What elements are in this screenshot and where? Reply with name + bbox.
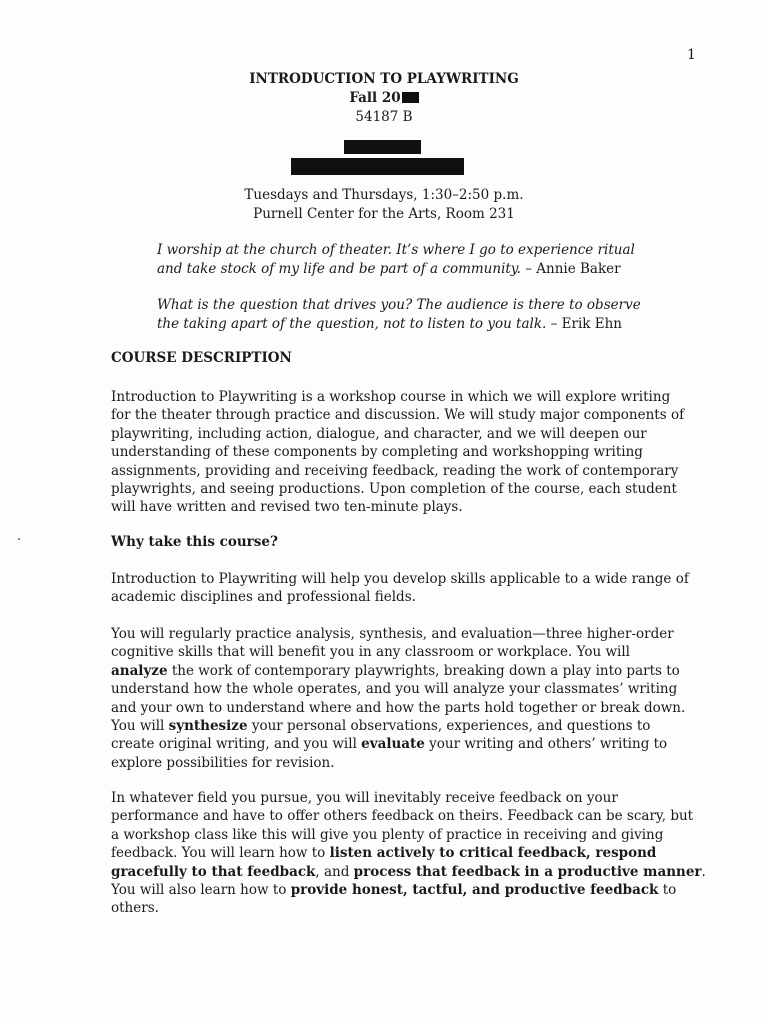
- feedback-paragraph: [111, 789, 706, 918]
- redaction-mark-term: [402, 92, 419, 103]
- course-number: 54187 B: [355, 109, 413, 125]
- paragraph-line: Introduction to Playwriting is a workshop course in which we will explore writing: [111, 389, 671, 405]
- quote-line: What is the question that drives you? The audience is there to observe: [157, 297, 641, 313]
- paragraph-line: others.: [111, 900, 159, 917]
- paragraph-text: create original writing, and you will: [111, 736, 362, 753]
- paragraph-line: assignments, providing and receiving feedback, reading the work of contemporary: [111, 462, 679, 479]
- meeting-days-time: Tuesdays and Thursdays, 1:30–2:50 p.m.: [244, 187, 524, 203]
- paragraph-line: [111, 863, 706, 881]
- quote-attribution: – Erik Ehn: [546, 316, 623, 332]
- course-description-heading: COURSE DESCRIPTION: [111, 350, 292, 366]
- paragraph-line: [111, 844, 657, 862]
- paragraph-text: You will also learn how to: [111, 882, 291, 899]
- paragraph-line: [111, 662, 680, 680]
- paragraph-text: to: [658, 882, 677, 899]
- paragraph-line: understand how the whole operates, and you will analyze your classmates’ writing: [111, 681, 678, 698]
- course-schedule: [0, 186, 768, 224]
- paragraph-text: .: [701, 863, 706, 880]
- paragraph-line: playwriting, including action, dialogue, and character, and we will deepen our: [111, 425, 647, 442]
- quote-line: I worship at the church of theater. It’s where I go to experience ritual: [157, 242, 635, 258]
- why-take-heading: Why take this course?: [111, 534, 278, 550]
- emphasis-gracefully: gracefully to that feedback: [111, 863, 316, 880]
- course-term: [0, 89, 768, 108]
- page-number: 1: [687, 47, 696, 63]
- paragraph-line: [111, 717, 651, 735]
- paragraph-text: your personal observations, experiences, and questions to: [247, 718, 651, 735]
- emphasis-provide-feedback: provide honest, tactful, and productive feedback: [290, 882, 659, 899]
- paragraph-text: feedback. You will learn how to: [111, 845, 330, 862]
- paragraph-line: academic disciplines and professional fields.: [111, 589, 416, 606]
- paragraph-line: [111, 735, 668, 753]
- paragraph-line: [111, 881, 677, 899]
- quote-attribution: – Annie Baker: [520, 261, 621, 277]
- paragraph-text: the work of contemporary playwrights, breaking down a play into parts to: [167, 662, 680, 679]
- emphasis-synthesize: synthesize: [168, 718, 248, 735]
- paragraph-text: your writing and others’ writing to: [424, 736, 668, 753]
- emphasis-process-feedback: process that feedback in a productive manner: [353, 863, 702, 880]
- paragraph-line: a workshop class like this will give you plenty of practice in receiving and giving: [111, 826, 664, 843]
- redaction-mark-contact: [291, 158, 464, 175]
- course-description-paragraph: [111, 388, 685, 517]
- paragraph-line: playwrights, and seeing productions. Upon completion of the course, each student: [111, 481, 677, 498]
- meeting-location: Purnell Center for the Arts, Room 231: [253, 206, 515, 222]
- redaction-mark-instructor: [344, 140, 421, 154]
- emphasis-evaluate: evaluate: [361, 736, 425, 753]
- paragraph-line: In whatever field you pursue, you will inevitably receive feedback on your: [111, 790, 618, 806]
- paragraph-line: explore possibilities for revision.: [111, 754, 335, 771]
- course-title: INTRODUCTION TO PLAYWRITING: [249, 71, 519, 87]
- paragraph-line: and your own to understand where and how the parts hold together or break down.: [111, 699, 686, 716]
- emphasis-listen-actively: listen actively to critical feedback, respond: [329, 845, 657, 862]
- paragraph-line: cognitive skills that will benefit you in any classroom or workplace. You will: [111, 644, 630, 661]
- paragraph-line: performance and have to offer others feedback on theirs. Feedback can be scary, but: [111, 808, 694, 825]
- paragraph-line: Introduction to Playwriting will help you develop skills applicable to a wide range of: [111, 571, 689, 587]
- paragraph-line: for the theater through practice and discussion. We will study major components of: [111, 407, 685, 424]
- scan-speck: [18, 538, 20, 540]
- epigraph-quote: [157, 241, 635, 279]
- paragraph-line: You will regularly practice analysis, synthesis, and evaluation—three higher-order: [111, 626, 674, 642]
- quote-line: and take stock of my life and be part of a community.: [157, 261, 521, 277]
- course-header: [0, 70, 768, 127]
- why-take-intro-paragraph: [111, 570, 689, 607]
- paragraph-text: , and: [315, 863, 354, 880]
- quote-line: the taking apart of the question, not to listen to you talk.: [157, 316, 547, 332]
- paragraph-line: will have written and revised two ten-minute plays.: [111, 499, 463, 516]
- skills-paragraph: [111, 625, 686, 772]
- paragraph-line: understanding of these components by completing and workshopping writing: [111, 444, 643, 461]
- term-prefix: Fall 20: [349, 90, 401, 106]
- paragraph-text: You will: [111, 718, 169, 735]
- epigraph-quote: [157, 296, 641, 334]
- emphasis-analyze: analyze: [111, 662, 168, 679]
